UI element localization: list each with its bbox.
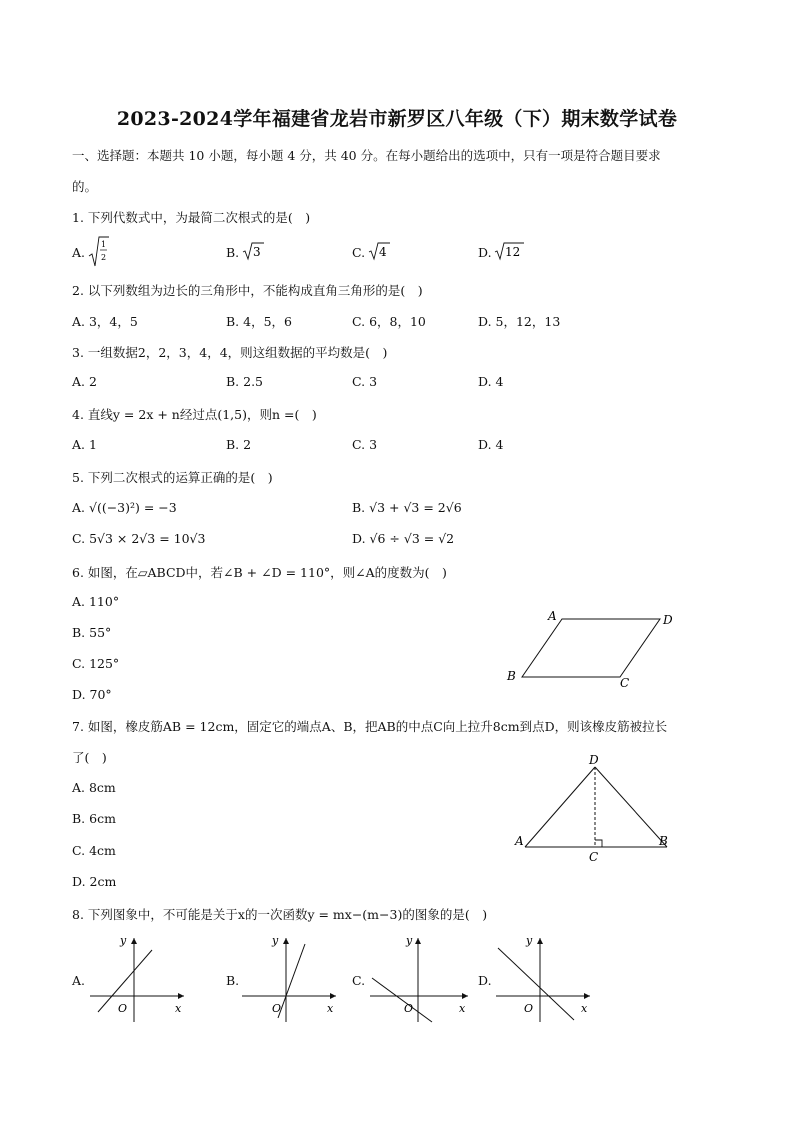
x-axis-arrow [462, 993, 468, 999]
x-axis-arrow [584, 993, 590, 999]
q1-c-radicand: 4 [379, 245, 387, 259]
q8-graph-c [366, 930, 474, 1026]
segment-bd [595, 767, 667, 847]
q6-option-c: C. 125° [72, 656, 120, 671]
x-axis-arrow [178, 993, 184, 999]
q5-option-c: C. 5√3 × 2√3 = 10√3 [72, 531, 206, 546]
q1-option-d-radical [494, 240, 526, 262]
y-axis-arrow [537, 938, 543, 944]
q7-option-c: C. 4cm [72, 843, 116, 858]
q6-option-d: D. 70° [72, 687, 112, 702]
q8-stem: 8. 下列图象中，不可能是关于x的一次函数y = mx−(m−3)的图象的是( ) [72, 907, 488, 922]
x-axis-label: x [459, 1002, 466, 1015]
q4-option-d: D. 4 [478, 437, 504, 452]
q7-stem-line1: 7. 如图，橡皮筋AB = 12cm，固定它的端点A、B，把AB的中点C向上拉升8cm到点D，则该橡皮筋被拉长 [72, 719, 668, 734]
q6-stem: 6. 如图，在▱ABCD中，若∠B + ∠D = 110°，则∠A的度数为( ) [72, 565, 447, 580]
q8-graph-b [238, 930, 342, 1026]
function-line [278, 944, 305, 1018]
q3-option-b: B. 2.5 [226, 374, 264, 389]
q4-option-a: A. 1 [72, 437, 97, 452]
q1-option-c-radical [368, 240, 392, 262]
parallelogram-abcd [522, 619, 660, 677]
y-axis-arrow [283, 938, 289, 944]
q8-option-b-label: B. [226, 973, 240, 988]
q7-option-d: D. 2cm [72, 874, 117, 889]
y-axis-label: y [120, 934, 127, 947]
point-label-c: C [589, 850, 599, 864]
q2-option-b: B. 4，5，6 [226, 314, 292, 329]
q5-option-d: D. √6 ÷ √3 = √2 [352, 531, 455, 546]
q4-option-b: B. 2 [226, 437, 252, 452]
q6-parallelogram-figure [500, 605, 690, 691]
y-axis-label: y [406, 934, 413, 947]
q4-stem: 4. 直线y = 2x + n经过点(1,5)，则n =( ) [72, 407, 317, 422]
q1-option-d-label: D. [478, 245, 492, 260]
q6-option-a: A. 110° [72, 594, 120, 609]
q5-option-b: B. √3 + √3 = 2√6 [352, 500, 462, 515]
q1-stem: 1. 下列代数式中，为最简二次根式的是( ) [72, 210, 311, 225]
right-angle-mark [595, 840, 602, 847]
q4-option-c: C. 3 [352, 437, 378, 452]
origin-label: O [272, 1002, 282, 1015]
y-axis-arrow [415, 938, 421, 944]
q5-stem: 5. 下列二次根式的运算正确的是( ) [72, 470, 273, 485]
point-label-c: C [620, 676, 630, 690]
y-axis-label: y [526, 934, 533, 947]
y-axis-label: y [272, 934, 279, 947]
q7-option-b: B. 6cm [72, 811, 116, 826]
q1-option-c-label: C. [352, 245, 366, 260]
q8-option-c-label: C. [352, 973, 366, 988]
point-label-b: B [659, 834, 668, 848]
q7-triangle-figure [505, 750, 680, 866]
x-axis-label: x [175, 1002, 182, 1015]
q7-option-a: A. 8cm [72, 780, 116, 795]
q1-option-a-label: A. [72, 245, 86, 260]
page-title: 2023-2024学年福建省龙岩市新罗区八年级（下）期末数学试卷 [116, 108, 678, 130]
point-label-a: A [515, 834, 524, 848]
origin-label: O [404, 1002, 414, 1015]
q1-a-denominator: 2 [101, 253, 107, 262]
q1-option-b-radical [242, 240, 266, 262]
q1-d-radicand: 12 [505, 245, 521, 259]
x-axis-label: x [327, 1002, 334, 1015]
point-label-a: A [548, 609, 557, 623]
q7-stem-line2: 了( ) [72, 750, 107, 765]
q8-option-a-label: A. [72, 973, 86, 988]
q2-option-c: C. 6，8，10 [352, 314, 426, 329]
section-heading-line1: 一、选择题：本题共 10 小题，每小题 4 分，共 40 分。在每小题给出的选项中，只有一项是符合题目要求 [72, 148, 661, 163]
q8-graph-d [492, 930, 596, 1026]
q3-option-c: C. 3 [352, 374, 378, 389]
q3-stem: 3. 一组数据2，2，3，4，4，则这组数据的平均数是( ) [72, 345, 388, 360]
q2-option-a: A. 3，4，5 [72, 314, 138, 329]
q6-option-b: B. 55° [72, 625, 112, 640]
section-heading-line2: 的。 [72, 179, 98, 194]
q1-b-radicand: 3 [253, 245, 261, 259]
q8-graph-a [86, 930, 190, 1026]
q3-option-a: A. 2 [72, 374, 97, 389]
q3-option-d: D. 4 [478, 374, 504, 389]
q1-a-numerator: 1 [101, 240, 107, 249]
origin-label: O [118, 1002, 128, 1015]
point-label-b: B [507, 669, 516, 683]
y-axis-arrow [131, 938, 137, 944]
x-axis-arrow [330, 993, 336, 999]
q2-option-d: D. 5，12，13 [478, 314, 561, 329]
q5-option-a: A. √((−3)²) = −3 [72, 500, 177, 515]
point-label-d: D [589, 753, 599, 767]
function-line [498, 948, 574, 1020]
q1-option-a-radical [88, 235, 110, 269]
segment-ad [525, 767, 595, 847]
origin-label: O [524, 1002, 534, 1015]
q1-option-b-label: B. [226, 245, 240, 260]
x-axis-label: x [581, 1002, 588, 1015]
function-line [372, 978, 432, 1022]
q8-option-d-label: D. [478, 973, 492, 988]
point-label-d: D [663, 613, 673, 627]
q2-stem: 2. 以下列数组为边长的三角形中，不能构成直角三角形的是( ) [72, 283, 423, 298]
